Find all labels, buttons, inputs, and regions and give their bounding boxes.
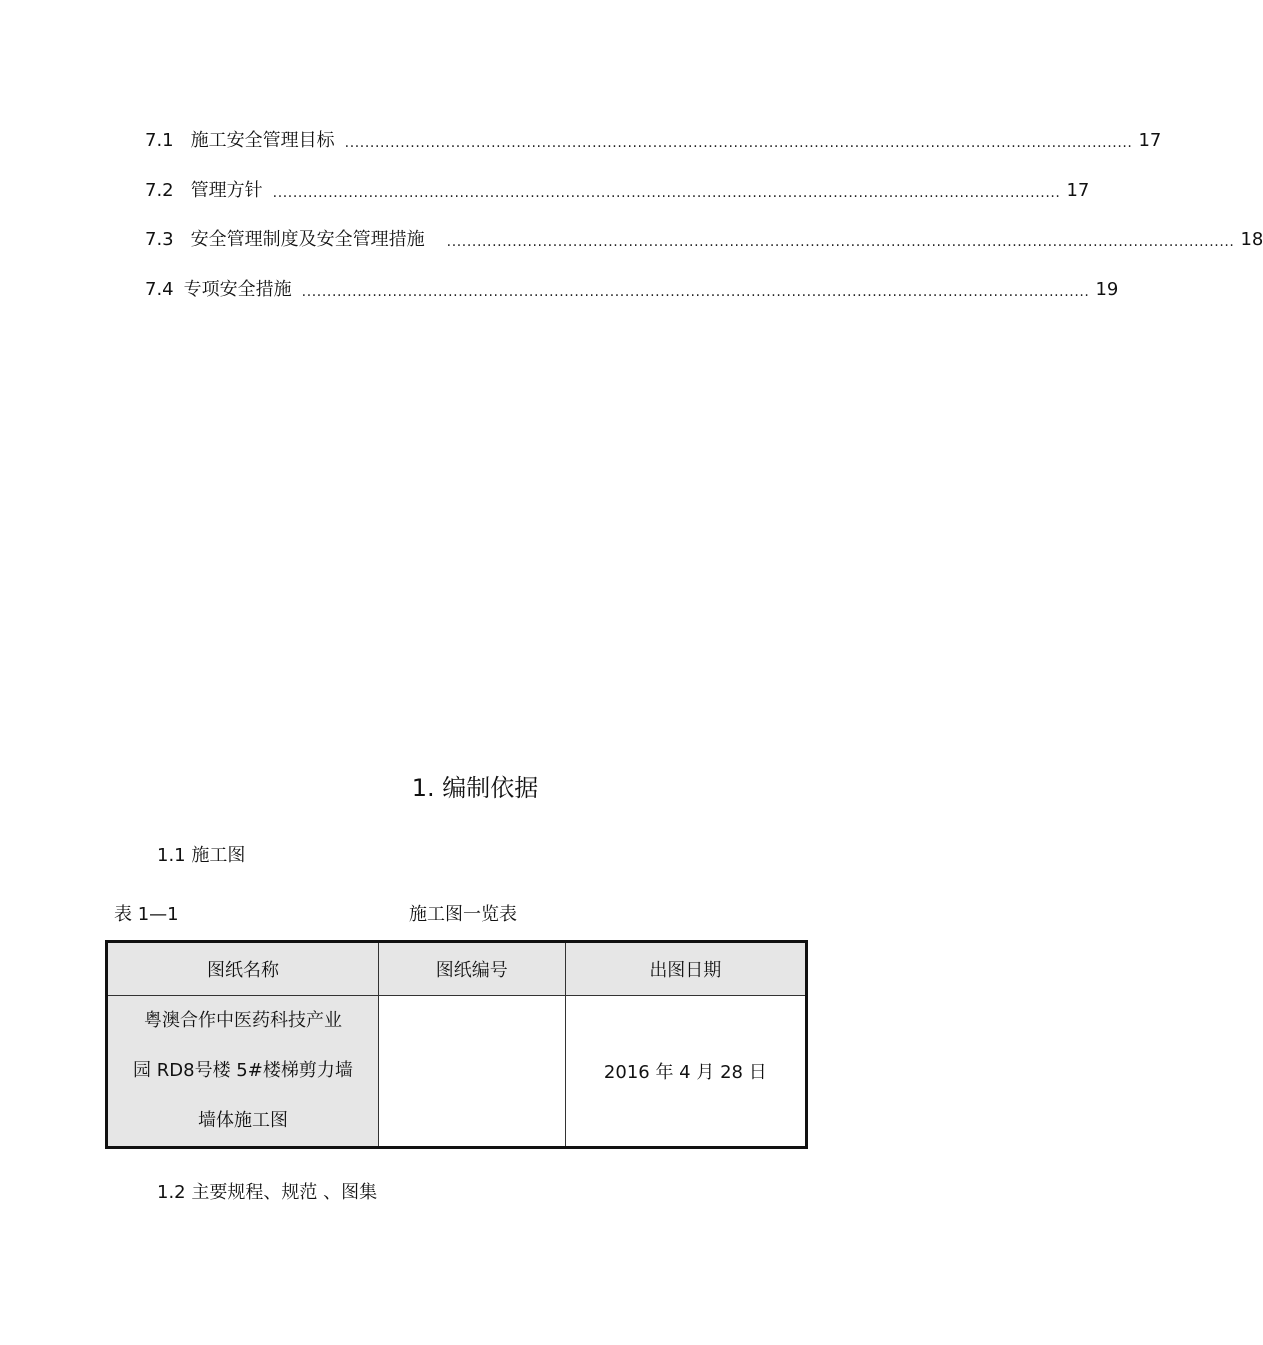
drawing-name-line: 粤澳合作中医药科技产业 <box>143 1010 342 1031</box>
toc-dot-leader: ............................................................................................................................................................ <box>344 135 1133 151</box>
drawing-name-cell <box>107 996 379 1148</box>
column-header-issue-date: 出图日期 <box>565 942 806 996</box>
drawing-number-cell <box>378 996 565 1148</box>
toc-entry-page: 17 <box>1138 130 1162 151</box>
section-heading-drawings: 1.1 施工图 <box>157 845 246 866</box>
table-row <box>107 996 807 1148</box>
column-header-drawing-number: 图纸编号 <box>378 942 565 996</box>
table-number-label: 表 1—1 <box>114 904 179 925</box>
toc-entry[interactable] <box>145 127 1162 155</box>
chapter-title: 1. 编制依据 <box>411 774 539 802</box>
toc-entry-title: 安全管理制度及安全管理措施 <box>190 229 425 250</box>
section-heading-codes-standards: 1.2 主要规程、规范 、图集 <box>157 1182 378 1203</box>
column-header-drawing-name: 图纸名称 <box>107 942 379 996</box>
toc-entry-page: 17 <box>1066 180 1090 201</box>
drawings-table <box>105 940 808 1149</box>
toc-entry-number: 7.3 <box>145 229 174 250</box>
toc-entry-title: 管理方针 <box>190 180 263 201</box>
drawing-name-line: 园 RD8号楼 5#楼梯剪力墙 <box>133 1060 353 1081</box>
issue-date-cell: 2016 年 4 月 28 日 <box>565 996 806 1148</box>
toc-entry[interactable] <box>145 276 1119 304</box>
toc-dot-leader: ............................................................................................................................................................ <box>446 234 1235 250</box>
table-caption: 施工图一览表 <box>409 904 517 925</box>
toc-entry-title: 专项安全措施 <box>183 279 292 300</box>
toc-entry[interactable] <box>145 226 1263 254</box>
toc-entry-title: 施工安全管理目标 <box>190 130 335 151</box>
toc-entry-number: 7.1 <box>145 130 174 151</box>
table-header-row <box>107 942 807 996</box>
toc-entry-number: 7.2 <box>145 180 174 201</box>
toc-entry-page: 18 <box>1240 229 1263 250</box>
toc-entry-number: 7.4 <box>145 279 174 300</box>
toc-entry[interactable] <box>145 177 1090 205</box>
toc-dot-leader: ............................................................................................................................................................ <box>272 185 1061 201</box>
toc-dot-leader: ............................................................................................................................................................ <box>301 284 1090 300</box>
drawing-name-line: 墙体施工图 <box>197 1110 288 1131</box>
toc-entry-page: 19 <box>1095 279 1119 300</box>
